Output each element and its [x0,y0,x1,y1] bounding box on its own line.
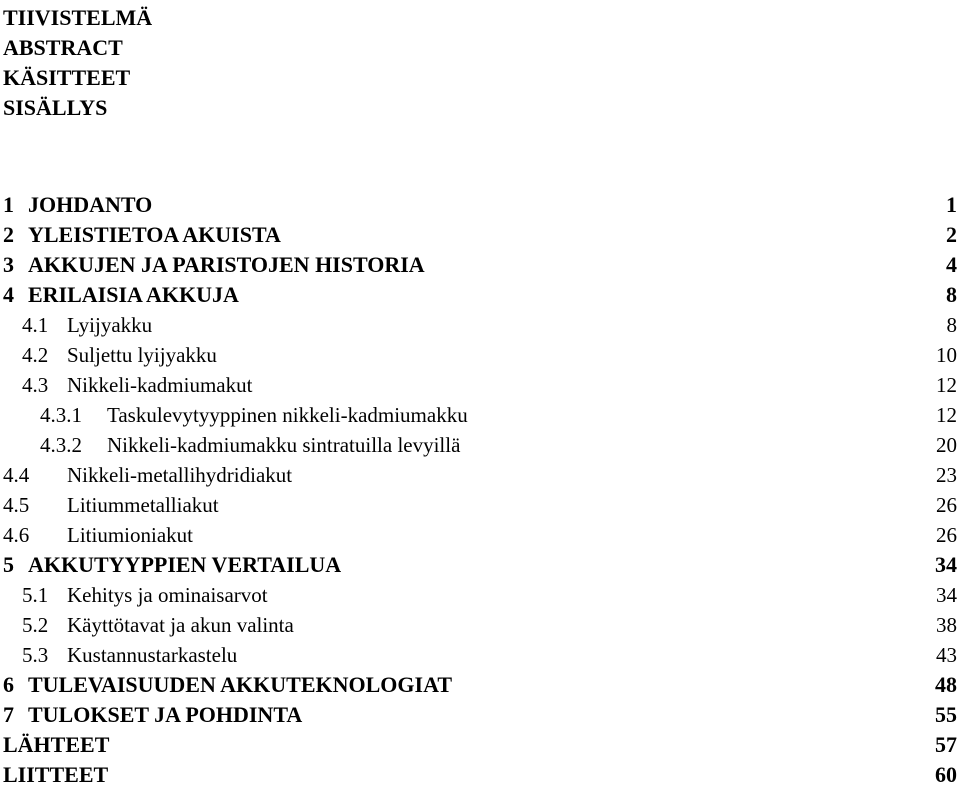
toc-entry [0,730,960,760]
toc-entry-number: 4.3 [22,373,49,397]
toc-entry [0,220,960,250]
toc-entry-title: Suljettu lyijyakku [67,343,217,367]
toc-entry-title: YLEISTIETOA AKUISTA [28,222,281,247]
toc-entry-number: 3 [3,252,14,277]
toc-entry-title: Litiummetalliakut [67,493,219,517]
toc-entry-page-number: 57 [935,732,957,757]
toc-entry-page-number: 1 [946,192,957,217]
toc-entry [0,310,960,340]
toc-entry-page-number: 26 [936,493,957,517]
toc-entry-page-number: 2 [946,222,957,247]
toc-entry-title: TULOKSET JA POHDINTA [28,702,303,727]
toc-entry-number: 5.3 [22,643,49,667]
toc-entry-title: Taskulevytyyppinen nikkeli-kadmiumakku [107,403,468,427]
table-of-contents [0,190,960,790]
toc-entry-page-number: 55 [935,702,957,727]
toc-entry-title: JOHDANTO [28,192,153,217]
toc-entry-title: Nikkeli-metallihydridiakut [67,463,293,487]
toc-entry [0,640,960,670]
toc-entry-number: 4.1 [22,313,49,337]
toc-entry [0,760,960,790]
toc-entry-number: 4.5 [3,493,30,517]
toc-entry-number: 6 [3,672,14,697]
toc-entry [0,340,960,370]
front-matter-heading-abstract: ABSTRACT [3,35,123,60]
toc-entry [0,610,960,640]
toc-entry-page-number: 4 [946,252,957,277]
toc-entry-number: 4.3.1 [40,403,82,427]
toc-entry-number: 1 [3,192,14,217]
toc-entry-page-number: 38 [936,613,957,637]
toc-entry-title: Käyttötavat ja akun valinta [67,613,294,637]
toc-entry-page-number: 8 [946,313,957,337]
toc-entry-number: 4.3.2 [40,433,82,457]
toc-entry-page-number: 26 [936,523,957,547]
toc-entry [0,400,960,430]
toc-entry [0,580,960,610]
toc-entry-title: Kustannustarkastelu [67,643,238,667]
toc-entry-page-number: 12 [936,373,957,397]
toc-entry-page-number: 60 [935,762,957,787]
toc-entry [0,670,960,700]
toc-entry-page-number: 12 [936,403,957,427]
toc-entry-number: 4.4 [3,463,30,487]
toc-entry-number: 4 [3,282,14,307]
toc-entry-title: AKKUJEN JA PARISTOJEN HISTORIA [28,252,425,277]
toc-entry [0,190,960,220]
toc-entry-title: TULEVAISUUDEN AKKUTEKNOLOGIAT [28,672,453,697]
toc-entry [0,700,960,730]
toc-entry-page-number: 8 [946,282,957,307]
toc-entry-number: 7 [3,702,14,727]
toc-entry-page-number: 34 [935,552,957,577]
toc-entry-title: ERILAISIA AKKUJA [28,282,239,307]
toc-entry-title: AKKUTYYPPIEN VERTAILUA [28,552,342,577]
toc-entry-number: 5.2 [22,613,49,637]
toc-entry-number: 2 [3,222,14,247]
toc-entry-title: Kehitys ja ominaisarvot [67,583,268,607]
toc-entry [0,550,960,580]
toc-entry [0,460,960,490]
toc-entry [0,430,960,460]
toc-entry-title: Litiumioniakut [67,523,193,547]
toc-entry-page-number: 23 [936,463,957,487]
toc-entry-title: LÄHTEET [3,732,110,757]
toc-entry [0,370,960,400]
toc-entry-number: 4.2 [22,343,49,367]
toc-entry-page-number: 43 [936,643,957,667]
toc-entry-title: Nikkeli-kadmiumakku sintratuilla levyillä [107,433,461,457]
toc-entry [0,490,960,520]
toc-entry-title: Lyijyakku [67,313,153,337]
toc-entry [0,280,960,310]
toc-entry-page-number: 10 [936,343,957,367]
toc-entry-page-number: 34 [936,583,957,607]
toc-entry-page-number: 48 [935,672,957,697]
front-matter-heading-sisallys: SISÄLLYS [3,95,108,120]
front-matter-heading-kasitteet: KÄSITTEET [3,65,131,90]
toc-entry-title: LIITTEET [3,762,109,787]
toc-entry-number: 4.6 [3,523,30,547]
front-matter-list [3,3,152,123]
front-matter-heading-tiivistelma: TIIVISTELMÄ [3,5,153,30]
toc-entry-number: 5.1 [22,583,49,607]
toc-entry [0,520,960,550]
toc-entry-number: 5 [3,552,14,577]
toc-entry [0,250,960,280]
toc-entry-page-number: 20 [936,433,957,457]
toc-entry-title: Nikkeli-kadmiumakut [67,373,253,397]
